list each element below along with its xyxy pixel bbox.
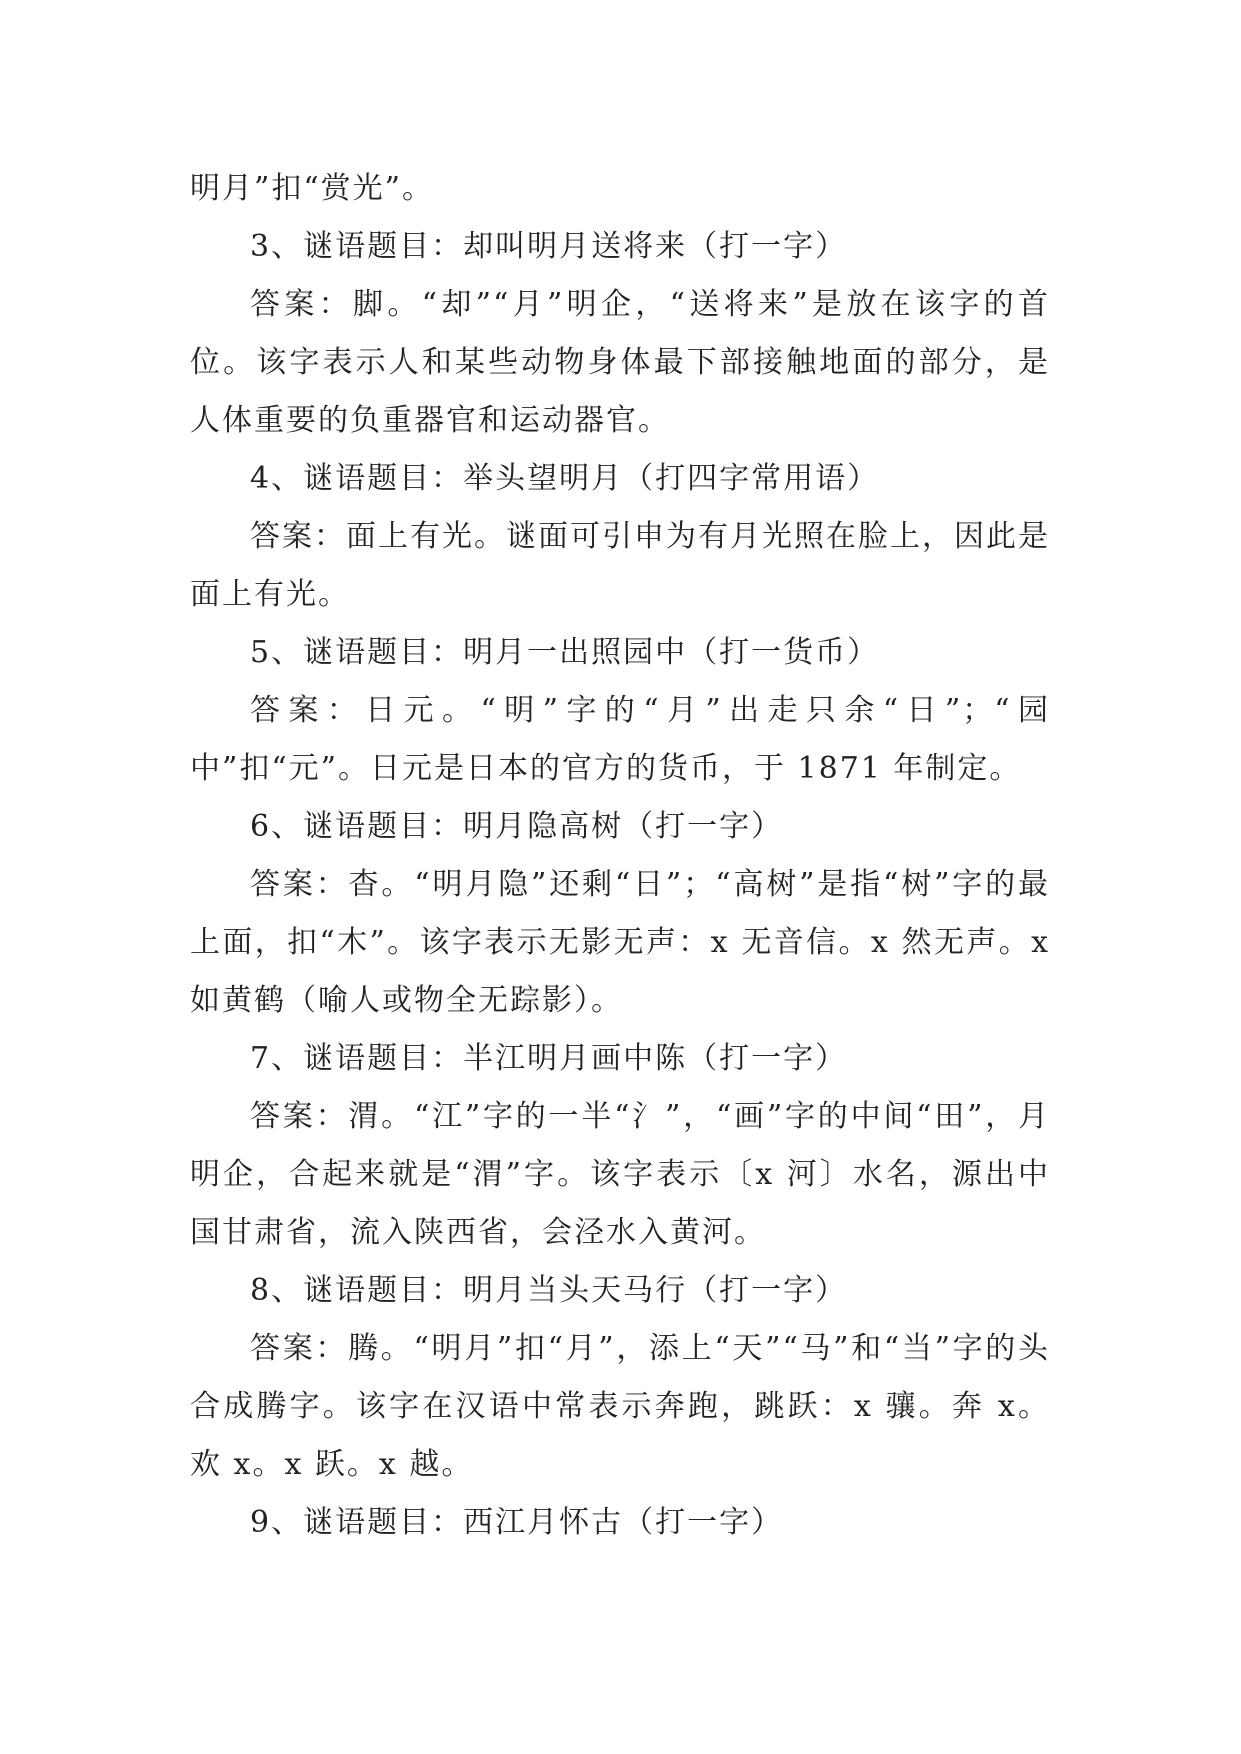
riddle-7-answer: 答案：渭。“江”字的一半“氵”，“画”字的中间“田”，月明企，合起来就是“渭”字。该字表示〔x 河〕水名，源出中国甘肃省，流入陕西省，会泾水入黄河。: [190, 1099, 1050, 1250]
riddle-6-answer: 答案：杳。“明月隐”还剩“日”；“高树”是指“树”字的最上面，扣“木”。该字表示无影无声：x 无音信。x 然无声。x 如黄鹤（喻人或物全无踪影）。: [190, 867, 1050, 1018]
riddle-3-answer: 答案：脚。“却”“月”明企，“送将来”是放在该字的首位。该字表示人和某些动物身体最下部接触地面的部分，是人体重要的负重器官和运动器官。: [190, 287, 1050, 438]
riddle-4-answer: 答案：面上有光。谜面可引申为有月光照在脸上，因此是面上有光。: [190, 519, 1050, 612]
riddle-8-answer: 答案：腾。“明月”扣“月”，添上“天”“马”和“当”字的头合成腾字。该字在汉语中常表示奔跑，跳跃：x 骧。奔 x。欢 x。x 跃。x 越。: [190, 1331, 1050, 1482]
riddle-5-answer: 答案：日元。“明”字的“月”出走只余“日”；“园中”扣“元”。日元是日本的官方的货币，于 1871 年制定。: [190, 693, 1050, 786]
riddle-7-question: 7、谜语题目：半江明月画中陈（打一字）: [250, 1041, 848, 1076]
riddle-4-question: 4、谜语题目：举头望明月（打四字常用语）: [250, 461, 880, 496]
riddle-3-question: 3、谜语题目：却叫明月送将来（打一字）: [250, 229, 848, 264]
riddle-9-question: 9、谜语题目：西江月怀古（打一字）: [250, 1505, 784, 1540]
riddle-5-question: 5、谜语题目：明月一出照园中（打一货币）: [250, 635, 880, 670]
riddle-8-question: 8、谜语题目：明月当头天马行（打一字）: [250, 1273, 848, 1308]
paragraph-continuation: 明月”扣“赏光”。: [190, 171, 435, 206]
riddle-6-question: 6、谜语题目：明月隐高树（打一字）: [250, 809, 784, 844]
document-body: [190, 160, 1050, 1552]
